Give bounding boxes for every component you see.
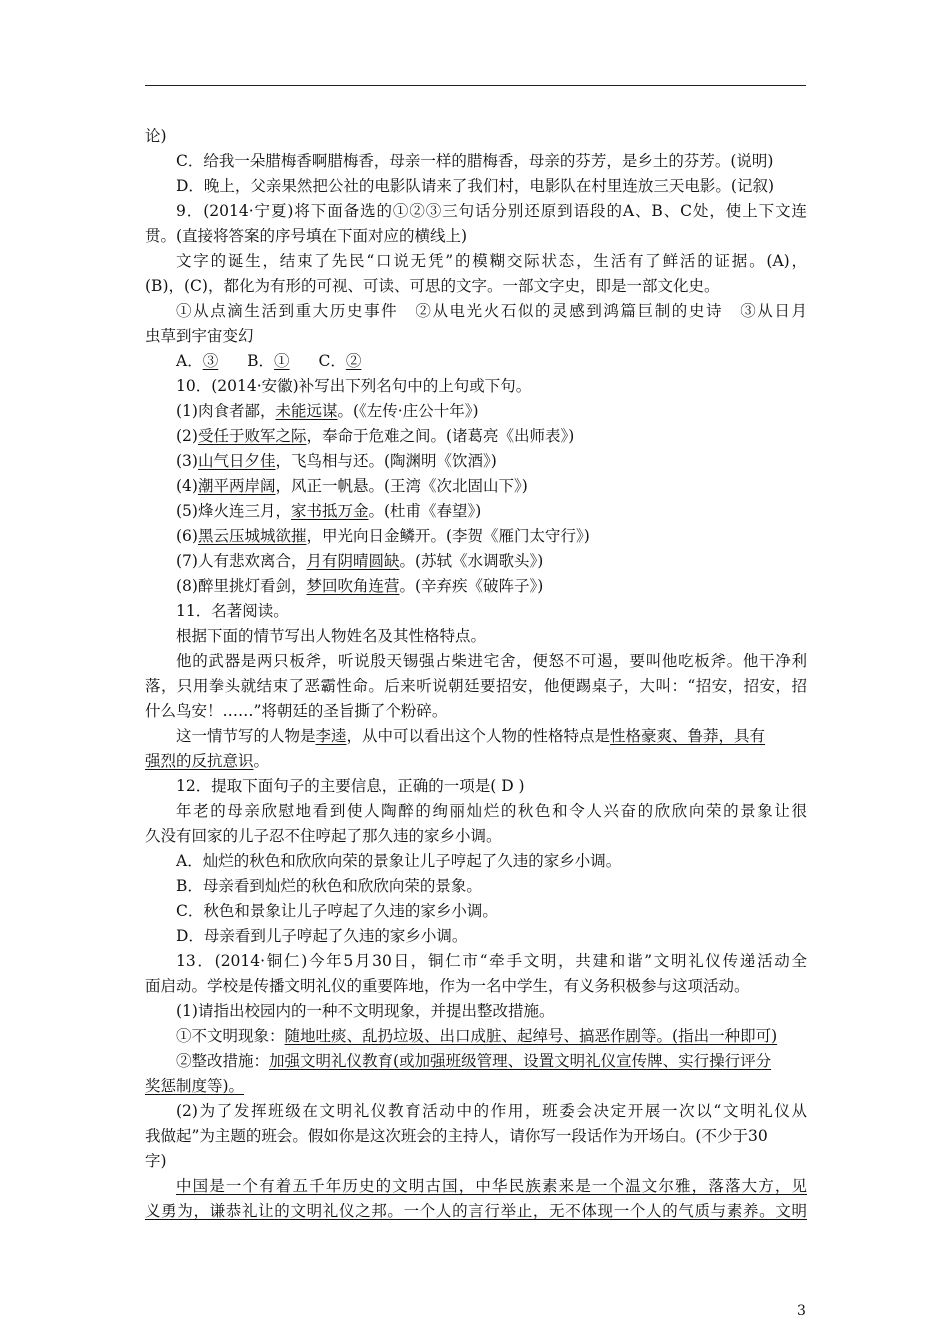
q12-option-d: D．母亲看到儿子哼起了久违的家乡小调。 xyxy=(176,927,468,945)
q9-choices-line2: 虫草到宇宙变幻 xyxy=(145,327,254,345)
q10-item: (4)潮平两岸阔，风正一帆悬。(王湾《次北固山下》) xyxy=(176,477,528,495)
q10-answer: 黑云压城城欲摧 xyxy=(197,527,307,545)
q9-answers xyxy=(145,349,807,374)
q10-item: (2)受任于败军之际，奉命于危难之间。(诸葛亮《出师表》) xyxy=(176,427,575,445)
q9-passage-line2: (B)，(C)，都化为有形的可视、可读、可思的文字。一部文字史，即是一部文化史。 xyxy=(145,277,720,295)
q9-answer-a: ③ xyxy=(202,352,219,370)
q12-option-a: A．灿烂的秋色和欣欣向荣的景象让儿子哼起了久违的家乡小调。 xyxy=(176,852,622,870)
q10-item: (7)人有悲欢离合，月有阴晴圆缺。(苏轼《水调歌头》) xyxy=(176,552,544,570)
q9-stem-line2: 贯。(直接将答案的序号填在下面对应的横线上) xyxy=(145,227,468,245)
q13-essay-line2 xyxy=(145,1199,807,1224)
q10-item: (1)肉食者鄙，未能远谋。(《左传·庄公十年》) xyxy=(176,402,479,420)
q9-answer-c: ② xyxy=(345,352,362,370)
q13-phenomenon-answer: 随地吐痰、乱扔垃圾、出口成脏、起绰号、搞恶作剧等。(指出一种即可) xyxy=(284,1027,778,1045)
q13-stem-line1: 13．(2014·铜仁)今年5月30日，铜仁市“牵手文明，共建和谐”文明礼仪传递活动全 xyxy=(176,952,807,970)
q10-item: (3)山气日夕佳，飞鸟相与还。(陶渊明《饮酒》) xyxy=(176,452,497,470)
q9-answer-a-label: A． xyxy=(176,352,203,370)
q11-passage-line1: 他的武器是两只板斧，听说殷天锡强占柴进宅舍，便怒不可遏，要叫他吃板斧。他干净利 xyxy=(176,652,807,670)
q11-passage-line2: 落，只用拳头就结束了恶霸性命。后来听说朝廷要招安，他便踢桌子，大叫：“招安，招安，招 xyxy=(145,677,807,695)
q13-measure: ②整改措施：加强文明礼仪教育(或加强班级管理、设置文明礼仪宣传牌、实行操行评分 xyxy=(176,1052,772,1070)
q13-essay-line1 xyxy=(145,1174,807,1199)
q10-answer: 月有阴晴圆缺 xyxy=(306,552,400,570)
q12-title: 12．提取下面句子的主要信息，正确的一项是( D ) xyxy=(176,777,525,795)
q13-stem-line2: 面启动。学校是传播文明礼仪的重要阵地，作为一名中学生，有义务积极参与这项活动。 xyxy=(145,977,750,995)
q9-passage-line1: 文字的诞生，结束了先民“口说无凭”的模糊交际状态，生活有了鲜活的证据。(A)， xyxy=(176,252,807,270)
q12-option-b: B．母亲看到灿烂的秋色和欣欣向荣的景象。 xyxy=(176,877,482,895)
q10-answer: 受任于败军之际 xyxy=(197,427,307,445)
q13-measure-answer-cont: 奖惩制度等)。 xyxy=(145,1077,245,1095)
q10-item: (8)醉里挑灯看剑，梦回吹角连营。(辛弃疾《破阵子》) xyxy=(176,577,544,595)
q12-sentence-line2: 久没有回家的儿子忍不住哼起了那久违的家乡小调。 xyxy=(145,827,502,845)
q8-option-c: C．给我一朵腊梅香啊腊梅香，母亲一样的腊梅香，母亲的芬芳，是乡土的芬芳。(说明) xyxy=(176,152,774,170)
q13-sub2-line2: 我做起”为主题的班会。假如你是这次班会的主持人，请你写一段话作为开场白。(不少于30 xyxy=(145,1127,768,1145)
q11-prompt: 根据下面的情节写出人物姓名及其性格特点。 xyxy=(176,627,487,645)
q13-sub2-line1: (2)为了发挥班级在文明礼仪教育活动中的作用，班委会决定开展一次以“文明礼仪从 xyxy=(176,1102,807,1120)
q11-title: 11．名著阅读。 xyxy=(176,602,289,620)
q9-answer-b: ① xyxy=(274,352,290,370)
q11-answer-line2: 强烈的反抗意识。 xyxy=(145,752,270,770)
q11-passage-line3: 什么鸟安！……”将朝廷的圣旨撕了个粉碎。 xyxy=(145,702,448,720)
q8-tail: 论) xyxy=(145,127,167,145)
q13-sub1: (1)请指出校园内的一种不文明现象，并提出整改措施。 xyxy=(176,1002,555,1020)
q12-sentence-line1: 年老的母亲欣慰地看到使人陶醉的绚丽灿烂的秋色和令人兴奋的欣欣向荣的景象让很 xyxy=(176,802,807,820)
q9-choices-line1: ①从点滴生活到重大历史事件 ②从电光火石似的灵感到鸿篇巨制的史诗 ③从日月 xyxy=(176,302,807,320)
q10-item: (5)烽火连三月，家书抵万金。(杜甫《春望》) xyxy=(176,502,482,520)
q10-answer: 潮平两岸阔 xyxy=(197,477,276,495)
q13-essay-answer: 中国是一个有着五千年历史的文明古国，中华民族素来是一个温文尔雅，落落大方，见 xyxy=(176,1177,807,1195)
q10-answer: 未能远谋 xyxy=(275,402,338,420)
header-rule xyxy=(145,85,806,86)
q11-answer-name: 李逵 xyxy=(315,727,347,745)
q13-measure-cont xyxy=(145,1074,807,1099)
q10-answer: 山气日夕佳 xyxy=(197,452,276,470)
q8-option-d: D．晚上，父亲果然把公社的电影队请来了我们村，电影队在村里连放三天电影。(记叙) xyxy=(176,177,775,195)
q10-answer: 家书抵万金 xyxy=(290,502,369,520)
q9-answer-c-label: C． xyxy=(318,352,346,370)
q13-phenomenon: ①不文明现象：随地吐痰、乱扔垃圾、出口成脏、起绰号、搞恶作剧等。(指出一种即可) xyxy=(176,1027,778,1045)
page-number: 3 xyxy=(797,1303,806,1319)
q11-answer-trait-cont: 强烈的反抗意识 xyxy=(145,752,254,770)
q11-answer-trait: 性格豪爽、鲁莽，具有 xyxy=(610,727,766,745)
q10-title: 10．(2014·安徽)补写出下列名句中的上句或下句。 xyxy=(176,377,532,395)
q10-item: (6)黑云压城城欲摧，甲光向日金鳞开。(李贺《雁门太守行》) xyxy=(176,527,590,545)
page-body xyxy=(145,124,807,1224)
q13-essay-answer-cont: 义勇为，谦恭礼让的文明礼仪之邦。一个人的言行举止，无不体现一个人的气质与素养。文明 xyxy=(145,1202,807,1220)
q13-measure-answer: 加强文明礼仪教育(或加强班级管理、设置文明礼仪宣传牌、实行操行评分 xyxy=(269,1052,772,1070)
q9-stem-line1: 9．(2014·宁夏)将下面备选的①②③三句话分别还原到语段的A、B、C处，使上下文连 xyxy=(176,202,807,220)
q13-sub2-line3: 字) xyxy=(145,1152,167,1170)
q9-answer-b-label: B． xyxy=(247,352,275,370)
q10-answer: 梦回吹角连营 xyxy=(306,577,400,595)
q11-answer-line1: 这一情节写的人物是李逵，从中可以看出这个人物的性格特点是性格豪爽、鲁莽，具有 xyxy=(176,727,766,745)
q12-option-c: C．秋色和景象让儿子哼起了久违的家乡小调。 xyxy=(176,902,498,920)
